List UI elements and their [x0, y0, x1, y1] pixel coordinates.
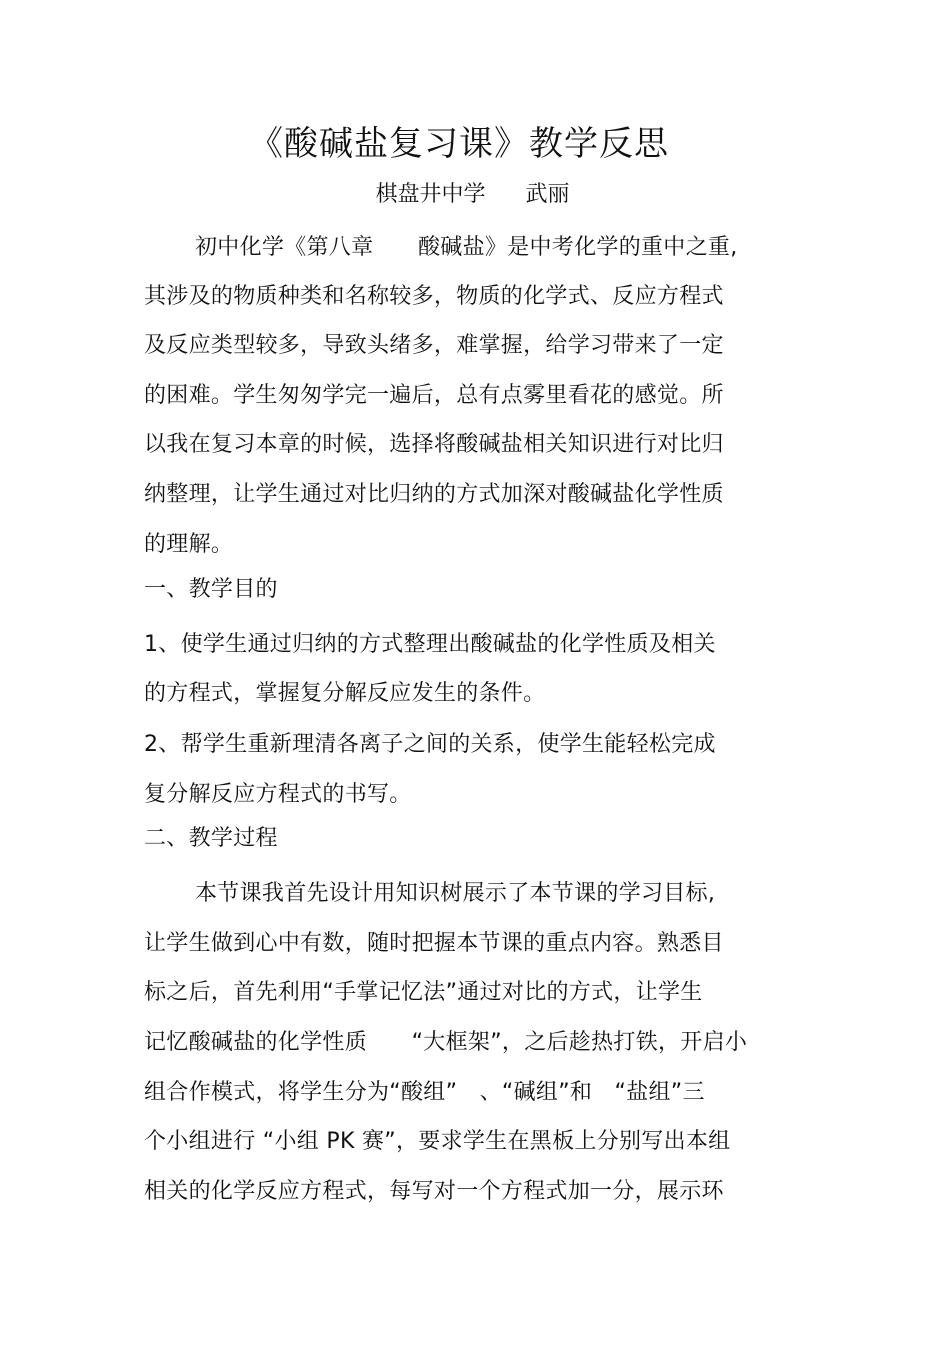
- section-heading: 一、教学目的: [144, 577, 278, 602]
- document-title: 《酸碱盐复习课》教学反思: [249, 124, 669, 164]
- paragraph-line: 个小组进行 “小组 PK 赛”，要求学生在黑板上分别写出本组: [144, 1129, 731, 1154]
- list-item-continuation: 的方程式，掌握复分解反应发生的条件。: [144, 681, 546, 706]
- paragraph-line: 以我在复习本章的时候，选择将酸碱盐相关知识进行对比归: [144, 432, 724, 457]
- list-item: 2、帮学生重新理清各离子之间的关系，使学生能轻松完成: [144, 732, 716, 757]
- paragraph-line: 其涉及的物质种类和名称较多，物质的化学式、反应方程式: [144, 284, 724, 309]
- paragraph-line: 本节课我首先设计用知识树展示了本节课的学习目标,: [195, 881, 716, 906]
- paragraph-line: 组合作模式，将学生分为“酸组” 、“碱组”和 “盐组”三: [144, 1080, 705, 1105]
- author-name: 武丽: [525, 182, 570, 207]
- paragraph-line: 初中化学《第八章 酸碱盐》是中考化学的重中之重,: [195, 235, 738, 260]
- author-line: [0, 178, 945, 212]
- paragraph-line: 标之后，首先利用“手掌记忆法”通过对比的方式，让学生: [144, 980, 703, 1005]
- paragraph-line: 的困难。学生匆匆学完一遍后，总有点雾里看花的感觉。所: [144, 383, 724, 408]
- paragraph-line: 纳整理，让学生通过对比归纳的方式加深对酸碱盐化学性质: [144, 482, 724, 507]
- paragraph-line: 的理解。: [144, 532, 234, 557]
- paragraph-line: 记忆酸碱盐的化学性质 “大框架”，之后趁热打铁，开启小: [144, 1030, 748, 1055]
- list-item-continuation: 复分解反应方程式的书写。: [144, 782, 412, 807]
- paragraph-line: 及反应类型较多，导致头绪多，难掌握，给学习带来了一定: [144, 333, 724, 358]
- school-name: 棋盘井中学: [375, 182, 486, 207]
- paragraph-line: 相关的化学反应方程式，每写对一个方程式加一分，展示环: [144, 1179, 724, 1204]
- list-item: 1、使学生通过归纳的方式整理出酸碱盐的化学性质及相关: [144, 632, 716, 657]
- section-heading: 二、教学过程: [144, 826, 278, 851]
- paragraph-line: 让学生做到心中有数，随时把握本节课的重点内容。熟悉目: [144, 931, 724, 956]
